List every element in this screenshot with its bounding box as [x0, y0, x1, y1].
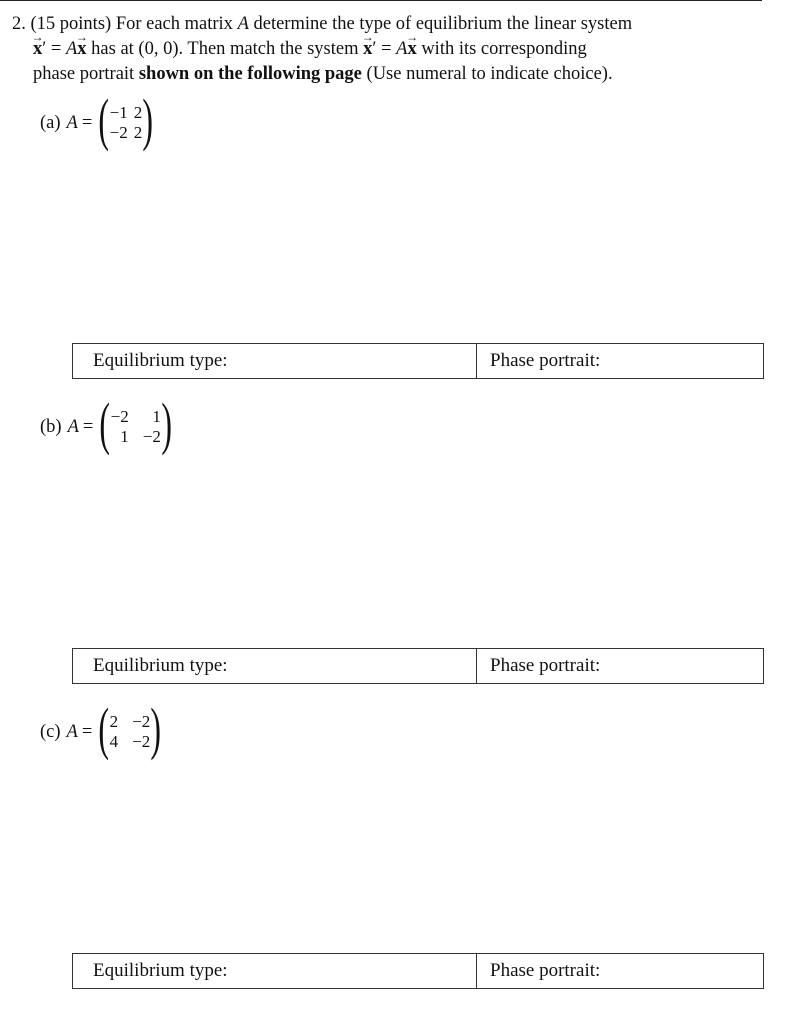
part-b-label: (b): [40, 416, 62, 437]
problem-line-1: [12, 12, 764, 37]
part-a-equals: =: [81, 112, 93, 133]
matrix-entry: 4: [109, 732, 119, 751]
part-c: [40, 696, 162, 761]
part-b-right-paren: ): [161, 391, 172, 456]
part-a-equilibrium-label: Equilibrium type:: [93, 350, 228, 371]
part-b-phase-portrait-label: Phase portrait:: [490, 655, 601, 676]
part-a: [40, 87, 154, 152]
matrix-entry: −2: [110, 407, 129, 426]
problem-line-2-mid: has at (0, 0). Then match the system: [91, 39, 359, 59]
vector-x: → x: [33, 37, 42, 62]
matrix-entry: 2: [133, 123, 143, 142]
problem-line-3-end: (Use numeral to indicate choice).: [366, 64, 613, 84]
matrix-entry: −2: [132, 732, 151, 751]
part-b-equilibrium-field[interactable]: [73, 649, 477, 683]
vector-x-2: → x: [77, 37, 86, 62]
part-b: [40, 391, 172, 456]
part-c-answer-box: [72, 953, 764, 989]
part-b-equals: =: [82, 416, 94, 437]
part-a-answer-box: [72, 343, 764, 379]
part-a-right-paren: ): [142, 87, 154, 152]
matrix-entry: 1: [152, 407, 161, 426]
part-c-right-paren: ): [150, 696, 162, 761]
vector-x-4: → x: [407, 37, 416, 62]
problem-points: (15 points): [30, 14, 112, 34]
part-c-phase-portrait-field[interactable]: [477, 954, 763, 988]
part-c-phase-portrait-label: Phase portrait:: [490, 960, 601, 981]
problem-line-3-start: phase portrait: [33, 64, 135, 84]
part-a-matrix: [110, 103, 143, 143]
part-a-equilibrium-field[interactable]: [73, 344, 477, 378]
problem-line-3-bold: shown on the following page: [138, 64, 362, 84]
part-c-matrix: [110, 712, 151, 752]
matrix-symbol-2: A: [65, 39, 78, 59]
part-c-equilibrium-label: Equilibrium type:: [93, 960, 228, 981]
problem-intro: For each matrix: [115, 14, 233, 34]
problem-line-1-tail: determine the type of equilibrium the linear system: [253, 14, 633, 34]
part-b-phase-portrait-field[interactable]: [477, 649, 763, 683]
matrix-entry: −2: [109, 123, 128, 142]
problem-number: 2.: [12, 14, 26, 34]
part-b-left-paren: (: [99, 391, 111, 456]
part-b-answer-box: [72, 648, 764, 684]
part-a-phase-portrait-field[interactable]: [477, 344, 763, 378]
problem-statement: [12, 12, 764, 87]
matrix-entry: −1: [109, 103, 128, 122]
part-c-symbol: A: [66, 721, 78, 742]
matrix-symbol-3: A: [396, 39, 408, 59]
part-c-equals: =: [81, 721, 93, 742]
part-b-symbol: A: [67, 416, 79, 437]
matrix-entry: 1: [120, 427, 129, 446]
part-a-phase-portrait-label: Phase portrait:: [490, 350, 601, 371]
problem-line-2-tail: with its corresponding: [421, 39, 587, 59]
part-b-equilibrium-label: Equilibrium type:: [93, 655, 228, 676]
part-c-left-paren: (: [98, 696, 110, 761]
vector-x-3: → x: [363, 37, 372, 62]
part-a-symbol: A: [66, 112, 78, 133]
prime-equals: ′ =: [42, 39, 62, 59]
part-b-matrix: [111, 407, 161, 447]
part-a-left-paren: (: [98, 87, 110, 152]
problem-line-2: [12, 37, 764, 62]
matrix-entry: −2: [132, 712, 151, 731]
part-c-label: (c): [40, 721, 61, 742]
top-rule: [0, 0, 762, 1]
part-c-equilibrium-field[interactable]: [73, 954, 477, 988]
prime-equals-2: ′ =: [372, 39, 392, 59]
matrix-symbol: A: [237, 14, 249, 34]
matrix-entry: 2: [133, 103, 143, 122]
part-a-label: (a): [40, 112, 61, 133]
matrix-entry: 2: [109, 712, 119, 731]
matrix-entry: −2: [142, 427, 161, 446]
problem-line-3: [12, 62, 764, 87]
